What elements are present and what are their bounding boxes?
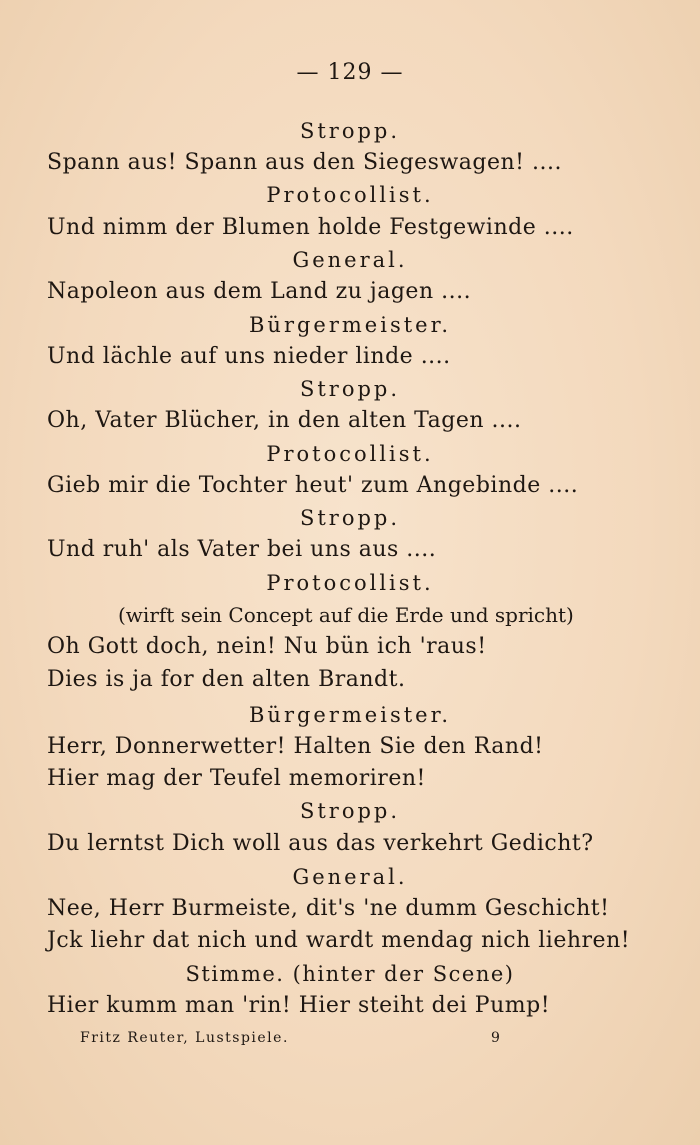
stage-direction: (wirft sein Concept auf die Erde und spricht)	[118, 603, 574, 627]
speaker-name: Protocollist.	[266, 183, 434, 207]
verse-line: Und nimm der Blumen holde Festgewinde ....	[47, 215, 574, 240]
speaker-name: Bürgermeister.	[248, 703, 451, 727]
verse-line: Herr, Donnerwetter! Halten Sie den Rand!	[47, 734, 544, 759]
speaker-name: Stropp.	[299, 119, 401, 143]
verse-line: Oh Gott doch, nein! Nu bün ich 'raus!	[47, 634, 487, 659]
speaker-name: General.	[292, 248, 408, 272]
verse-line: Oh, Vater Blücher, in den alten Tagen ....	[47, 408, 522, 433]
verse-line: Dies is ja for den alten Brandt.	[47, 667, 406, 692]
speaker-name: Protocollist.	[266, 571, 434, 595]
verse-line: Spann aus! Spann aus den Siegeswagen! ....	[47, 150, 562, 175]
speaker-name: Bürgermeister.	[248, 313, 451, 337]
verse-line: Hier mag der Teufel memoriren!	[47, 766, 426, 791]
speaker-name: Stropp.	[299, 799, 401, 823]
verse-line: Nee, Herr Burmeiste, dit's 'ne dumm Geschicht!	[47, 896, 610, 921]
verse-line: Und lächle auf uns nieder linde ....	[47, 344, 451, 369]
verse-line: Napoleon aus dem Land zu jagen ....	[47, 279, 472, 304]
sheet-number: 9	[491, 1030, 502, 1046]
verse-line: Und ruh' als Vater bei uns aus ....	[47, 537, 437, 562]
speaker-name: Stropp.	[299, 506, 401, 530]
speaker-name: Stropp.	[299, 377, 401, 401]
verse-line: Hier kumm man 'rin! Hier steiht dei Pump!	[47, 993, 551, 1018]
page-number: — 129 —	[296, 60, 404, 85]
speaker-name-with-direction: Stimme. (hinter der Scene)	[185, 962, 515, 986]
verse-line: Jck liehr dat nich und wardt mendag nich liehren!	[47, 928, 631, 953]
verse-line: Gieb mir die Tochter heut' zum Angebinde ....	[47, 473, 579, 498]
speaker-name: Protocollist.	[266, 442, 434, 466]
footer-signature: Fritz Reuter, Lustspiele.	[80, 1030, 289, 1046]
speaker-name: General.	[292, 865, 408, 889]
verse-line: Du lerntst Dich woll aus das verkehrt Gedicht?	[47, 831, 594, 856]
